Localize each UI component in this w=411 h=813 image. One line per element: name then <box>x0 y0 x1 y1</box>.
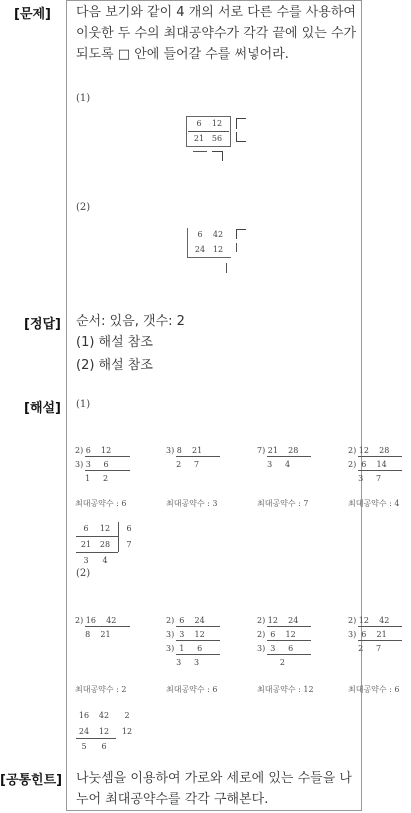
division-row: 2) 12 42 <box>348 616 390 625</box>
puzzle2-box <box>187 228 231 258</box>
result2-c: 24 <box>78 727 90 736</box>
puzzle1-box <box>186 116 231 147</box>
division-row: 2) 16 42 <box>75 616 117 625</box>
division-row: 2 <box>257 658 285 667</box>
division-row: 3) 3 6 <box>75 460 109 469</box>
gcd-label: 최대공약수 : 4 <box>348 499 400 508</box>
division-row: 2) 6 24 <box>166 616 205 625</box>
division-row: 2 7 <box>348 644 382 653</box>
result1-bottom1: 3 <box>83 556 89 565</box>
result1-d: 28 <box>99 540 111 549</box>
explanation-part1-label: (1) <box>76 399 91 410</box>
answer-box-mark <box>236 243 237 252</box>
answer-line2: (1) 해설 참조 <box>76 335 153 350</box>
gcd-label: 최대공약수 : 7 <box>257 499 309 508</box>
answer-label: [정답] <box>24 317 61 332</box>
division-row: 3 3 <box>166 658 200 667</box>
division-row: 3) 8 21 <box>166 446 203 455</box>
answer-box-mark <box>236 229 246 239</box>
hint-text: 나눗셈을 이용하여 가로와 세로에 있는 수들을 나누어 최대공약수를 각각 구해본다. <box>76 771 352 807</box>
result2-a: 16 <box>78 711 90 720</box>
division-row: 2) 6 12 <box>75 446 112 455</box>
answer-line1: 순서: 있음, 갯수: 2 <box>76 314 185 329</box>
result1-a: 6 <box>83 524 89 533</box>
division-row: 3) 6 21 <box>348 630 387 639</box>
answer-box-mark <box>236 118 246 129</box>
result2-b: 42 <box>98 711 110 720</box>
answer-box-mark <box>193 151 207 152</box>
result1-c: 21 <box>80 540 92 549</box>
result2-d: 12 <box>98 727 110 736</box>
division-row: 2 7 <box>166 460 200 469</box>
explanation-label: [해설] <box>24 401 61 416</box>
division-row: 2) 12 24 <box>257 616 299 625</box>
division-row: 8 21 <box>75 630 111 639</box>
explanation-part2-label: (2) <box>76 568 91 579</box>
problem-part1-label: (1) <box>76 93 91 104</box>
division-row: 2) 6 14 <box>348 460 387 469</box>
puzzle1-c: 21 <box>193 134 205 143</box>
result1-right1: 6 <box>126 524 132 533</box>
result2-right2: 12 <box>121 727 133 736</box>
division-row: 3 4 <box>257 460 291 469</box>
puzzle2-b: 42 <box>212 230 224 239</box>
result1-right2: 7 <box>126 540 132 549</box>
gcd-label: 최대공약수 : 6 <box>166 685 218 694</box>
division-row: 3) 3 12 <box>166 630 205 639</box>
result1-b: 12 <box>99 524 111 533</box>
gcd-label: 최대공약수 : 12 <box>257 685 314 694</box>
hint-label: [공통힌트] <box>0 773 63 788</box>
gcd-label: 최대공약수 : 6 <box>75 499 127 508</box>
result2-right1: 2 <box>124 711 130 720</box>
puzzle2-a: 6 <box>197 230 203 239</box>
answer-box-mark <box>236 132 246 142</box>
answer-box-mark <box>226 263 227 273</box>
division-row: 3) 1 6 <box>166 644 203 653</box>
problem-part2-label: (2) <box>76 202 91 213</box>
problem-label: [문제] <box>14 7 51 22</box>
puzzle1-d: 56 <box>211 134 223 143</box>
puzzle1-b: 12 <box>211 119 223 128</box>
problem-text: 다음 보기와 같이 4 개의 서로 다른 수를 사용하여 이웃한 두 수의 최대공약수가 각각 끝에 있는 수가 되도록 □ 안에 들어갈 수를 써넣어라. <box>76 5 357 62</box>
puzzle1-a: 6 <box>196 119 202 128</box>
division-row: 3 7 <box>348 474 382 483</box>
answer-box-mark <box>212 151 223 161</box>
division-row: 1 2 <box>75 474 109 483</box>
division-row: 2) 6 12 <box>257 630 296 639</box>
result2-bottom2: 6 <box>101 742 107 751</box>
result2-bottom1: 5 <box>81 742 87 751</box>
gcd-label: 최대공약수 : 6 <box>348 685 400 694</box>
division-row: 2) 12 28 <box>348 446 390 455</box>
puzzle2-d: 12 <box>212 245 224 254</box>
division-row: 3) 3 6 <box>257 644 294 653</box>
puzzle2-c: 24 <box>194 245 206 254</box>
result1-bottom2: 4 <box>102 556 108 565</box>
gcd-label: 최대공약수 : 3 <box>166 499 218 508</box>
answer-line3: (2) 해설 참조 <box>76 358 153 373</box>
division-row: 7) 21 28 <box>257 446 299 455</box>
gcd-label: 최대공약수 : 2 <box>75 685 127 694</box>
